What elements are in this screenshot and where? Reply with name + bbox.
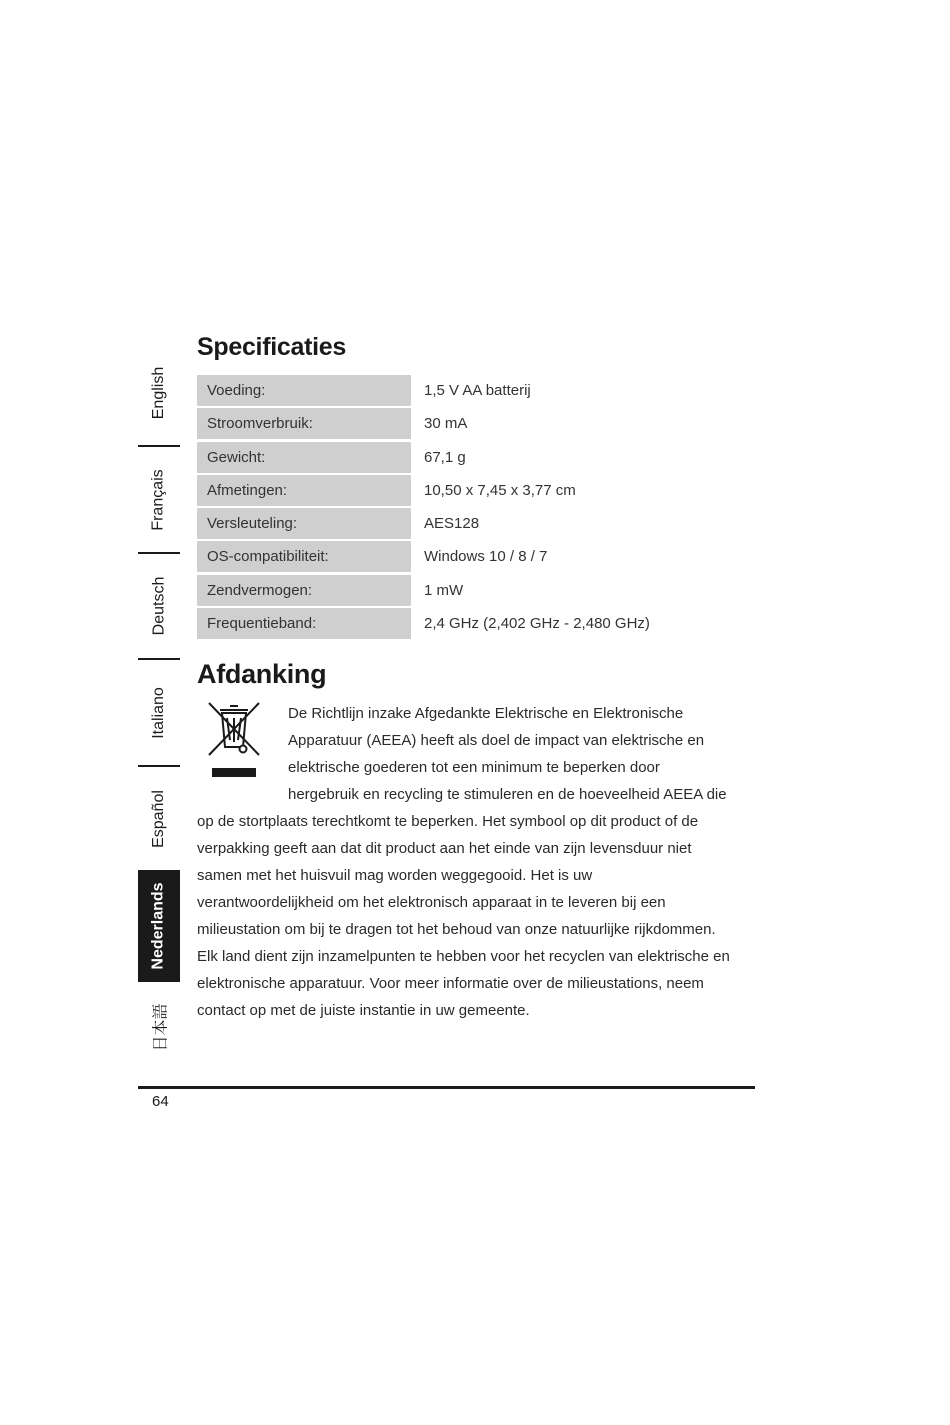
spec-label: Versleuteling:	[197, 508, 411, 539]
lang-tab-espanol[interactable]	[138, 767, 180, 870]
spec-label: OS-compatibiliteit:	[197, 541, 411, 572]
spec-row	[197, 442, 663, 473]
lang-tab-label: Italiano	[150, 686, 167, 739]
spec-value: 10,50 x 7,45 x 3,77 cm	[411, 475, 663, 506]
paragraph-line: milieustation om bij te dragen tot het behoud van onze natuurlijke rijkdommen.	[197, 921, 716, 938]
paragraph-line: hergebruik en recycling te stimuleren en de hoeveelheid AEEA die	[288, 786, 727, 803]
spec-value: 1 mW	[411, 575, 663, 606]
paragraph-line: elektronische apparatuur. Voor meer informatie over de milieustations, neem	[197, 975, 704, 992]
disposal-heading: Afdanking	[197, 659, 327, 689]
spec-row	[197, 575, 663, 606]
page-number: 64	[152, 1093, 169, 1110]
spec-label: Gewicht:	[197, 442, 411, 473]
paragraph-line: elektrische goederen tot een minimum te beperken door	[288, 759, 660, 776]
lang-tab-label: Deutsch	[150, 576, 168, 636]
footer-divider	[138, 1086, 755, 1089]
spec-value: 1,5 V AA batterij	[411, 375, 663, 406]
spec-row	[197, 408, 663, 439]
spec-row	[197, 375, 663, 406]
spec-value: 30 mA	[411, 408, 663, 439]
paragraph-line: Apparatuur (AEEA) heeft als doel de impact van elektrische en	[288, 732, 705, 749]
paragraph-line: verantwoordelijkheid om het elektronisch apparaat in te leveren bij een	[197, 894, 666, 911]
paragraph-line: verpakking geeft aan dat dit product aan het einde van zijn levensduur niet	[197, 840, 692, 857]
lang-tab-deutsch[interactable]	[138, 554, 180, 658]
paragraph-line: De Richtlijn inzake Afgedankte Elektrische en Elektronische	[288, 705, 684, 722]
spec-label: Voeding:	[197, 375, 411, 406]
lang-tab-francais[interactable]	[138, 447, 180, 552]
spec-label: Afmetingen:	[197, 475, 411, 506]
lang-tab-label: Nederlands	[150, 882, 168, 970]
spec-value: 2,4 GHz (2,402 GHz - 2,480 GHz)	[411, 608, 663, 639]
disposal-paragraph	[197, 700, 757, 1024]
paragraph-line: samen met het huisvuil mag worden weggegooid. Het is uw	[197, 867, 593, 884]
spec-row	[197, 475, 663, 506]
lang-tab-italiano[interactable]	[138, 660, 180, 765]
spec-row	[197, 508, 663, 539]
lang-tab-label: Français	[150, 468, 168, 531]
spec-row	[197, 541, 663, 572]
spec-label: Stroomverbruik:	[197, 408, 411, 439]
lang-tab-english[interactable]	[138, 340, 180, 445]
specifications-table	[197, 375, 663, 641]
spec-value: 67,1 g	[411, 442, 663, 473]
spec-value: AES128	[411, 508, 663, 539]
spec-label: Frequentieband:	[197, 608, 411, 639]
spec-value: Windows 10 / 8 / 7	[411, 541, 663, 572]
spec-label: Zendvermogen:	[197, 575, 411, 606]
paragraph-line: contact op met de juiste instantie in uw gemeente.	[197, 1002, 530, 1019]
lang-tab-nederlands[interactable]	[138, 870, 180, 982]
specifications-heading: Specificaties	[197, 333, 346, 361]
lang-tab-label: 日本語	[152, 1003, 170, 1052]
lang-tab-label: English	[150, 366, 168, 419]
lang-tab-japanese[interactable]	[138, 990, 180, 1065]
paragraph-line: op de stortplaats terechtkomt te beperken. Het symbool op dit product of de	[197, 813, 699, 830]
spec-row	[197, 608, 663, 639]
paragraph-line: Elk land dient zijn inzamelpunten te hebben voor het recyclen van elektrische en	[197, 948, 730, 965]
language-tabs	[138, 340, 180, 1070]
lang-tab-label: Español	[150, 789, 168, 848]
